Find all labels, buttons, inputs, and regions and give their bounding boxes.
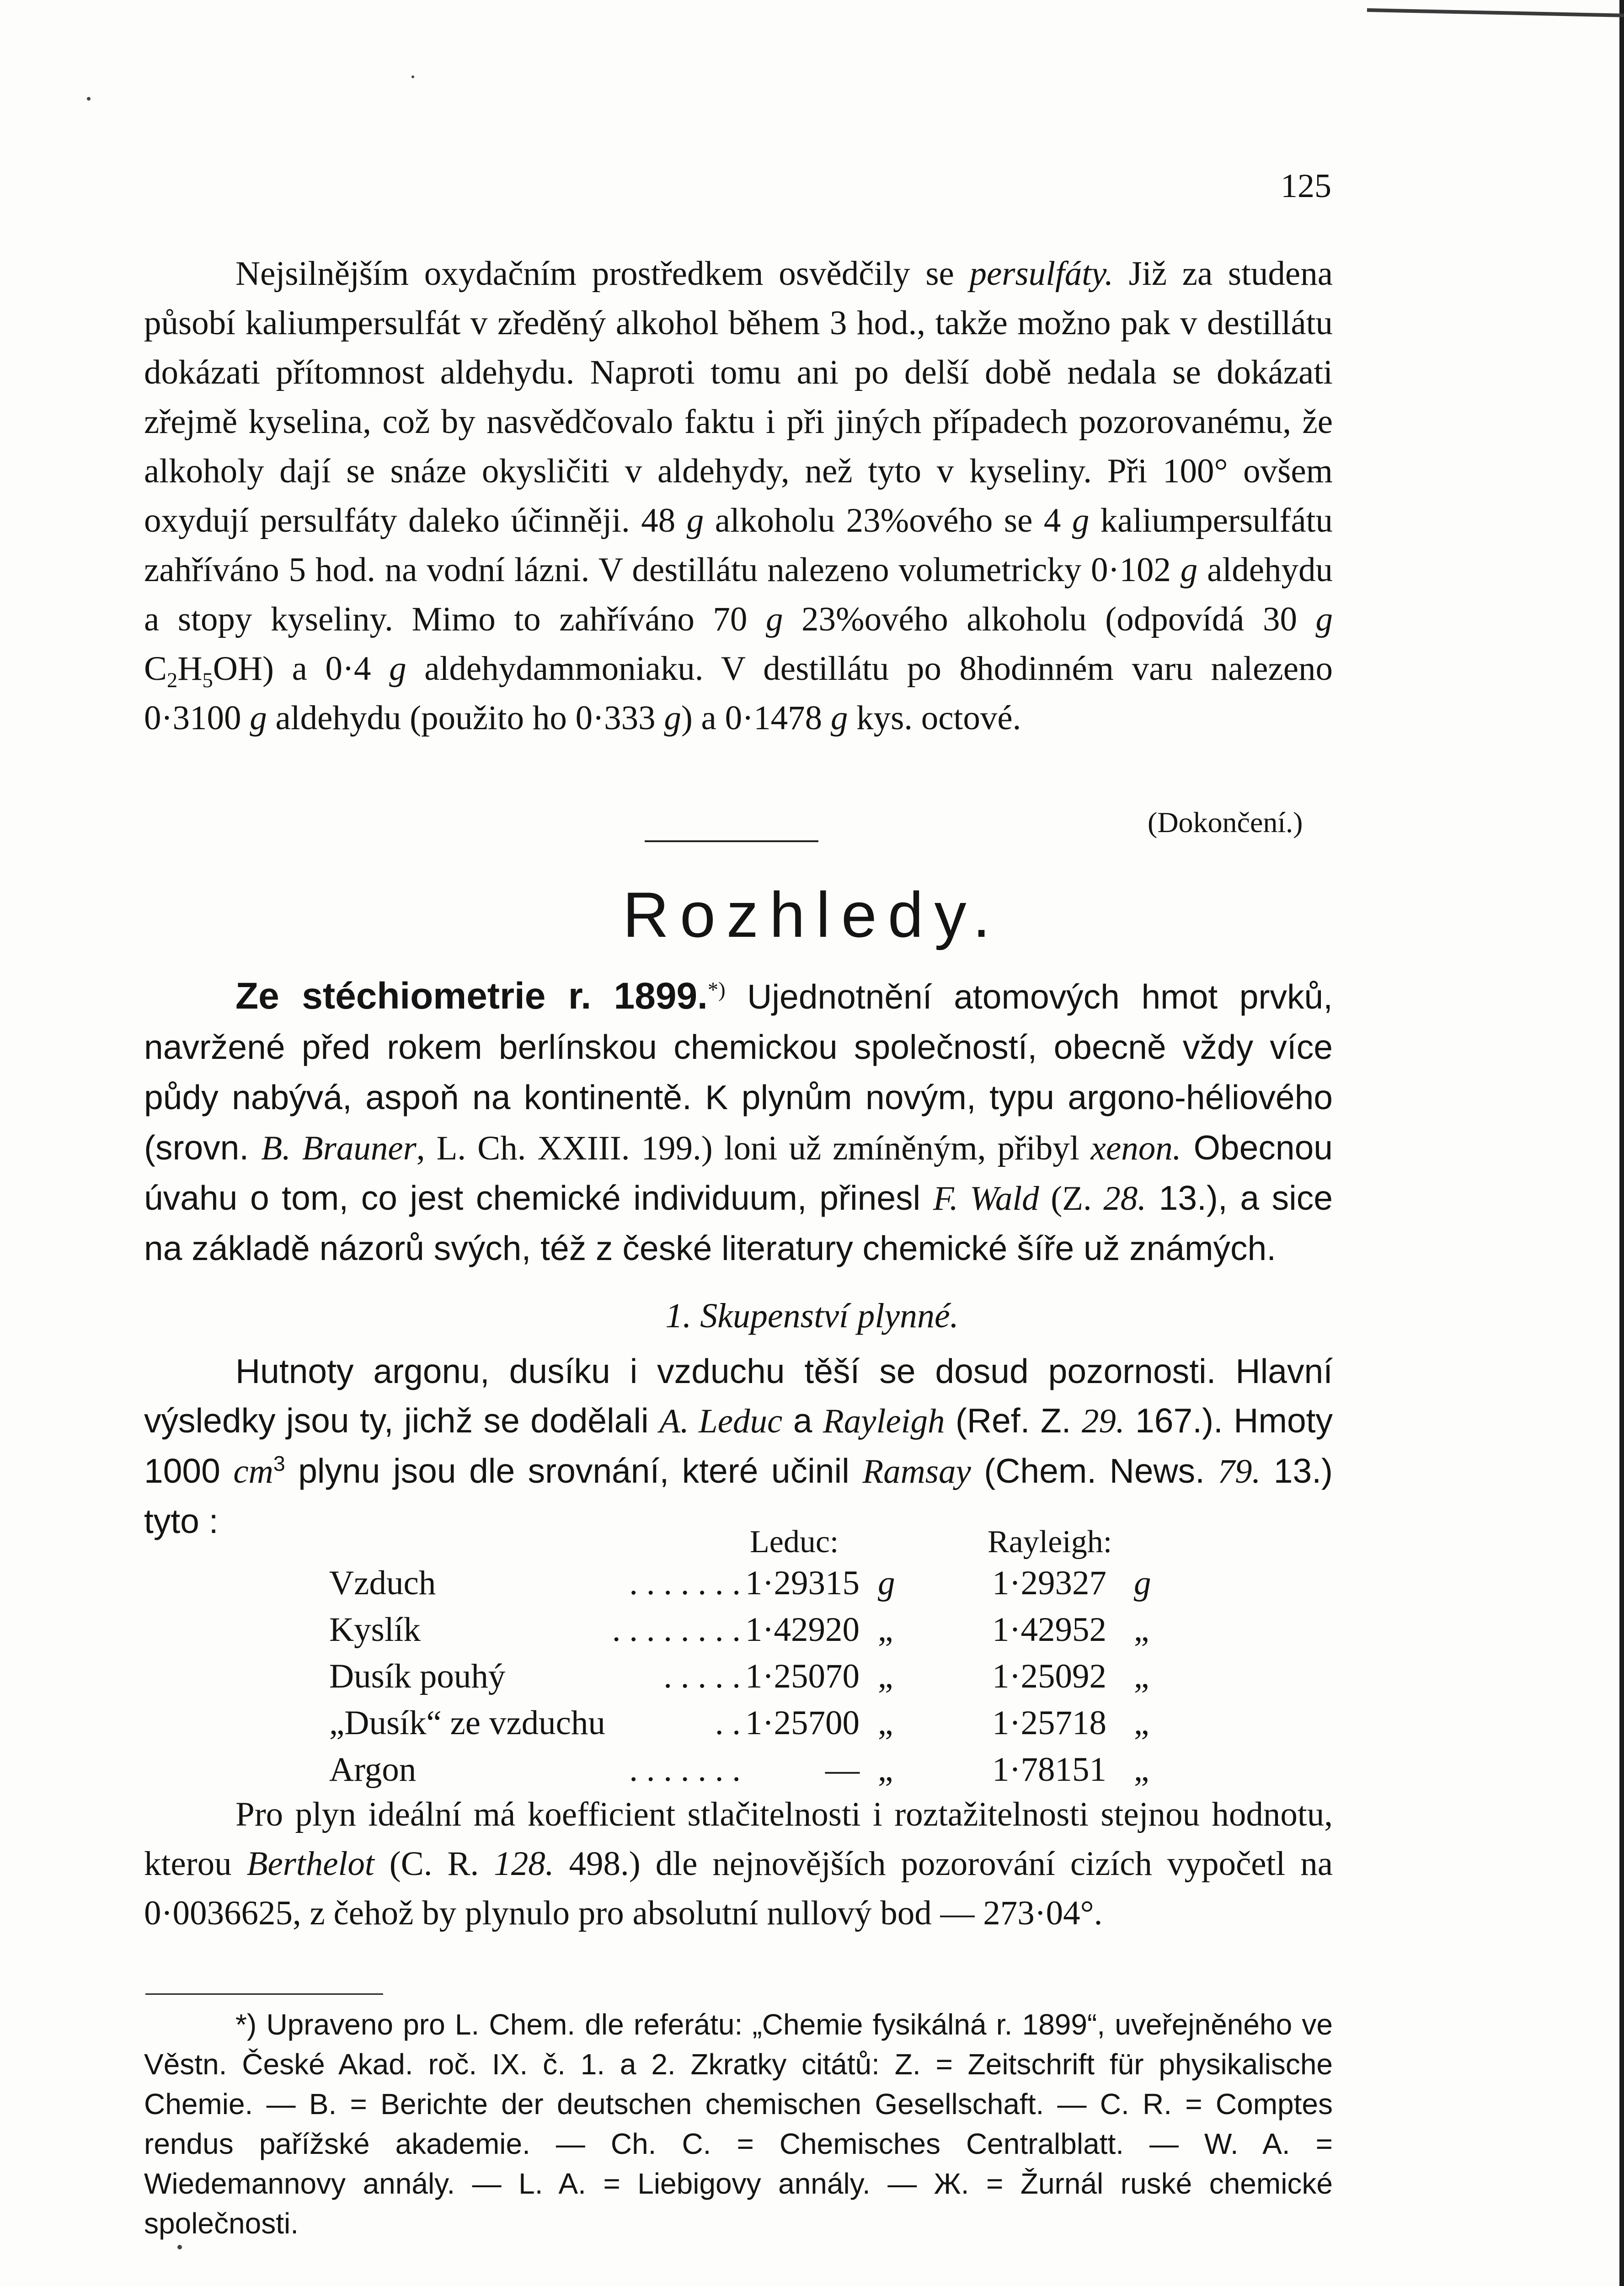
table-row: Dusík pouhý . . . . . 1·25070 „ 1·25092 „: [329, 1657, 1149, 1695]
section-title: Ze stéchiometrie r. 1899.: [235, 975, 708, 1017]
scan-speck: [87, 97, 91, 101]
table-header-rayleigh: Rayleigh:: [988, 1524, 1112, 1560]
section-heading: Rozhledy.: [622, 879, 1002, 951]
intro-paragraph: Nejsilnějším oxydačním prostředkem osvědčily se persulfáty. Již za studena působí kaliumpersulfát v zředěný alkohol během 3 hod., takže možno pak v destillátu dokázati přítomnost aldehydu. Naproti tomu ani po delší době nedala se dokázati zřejmě kyselina, což by nasvědčovalo faktu i při jiných případech pozorovanému, že alkoholy dají se snáze okysličiti v aldehydy, než tyto v kyseliny. Při 100° ovšem oxydují persulfáty daleko účinněji. 48 g alkoholu 23%ového se 4 g kaliumpersulfátu zahříváno 5 hod. na vodní lázni. V destillátu nalezeno volumetricky 0·102 g aldehydu a stopy kyseliny. Mimo to zahříváno 70 g 23%ového alkoholu (odpovídá 30 g $C_2H_5OH$) a 0·4 g aldehydammoniaku. V destillátu po 8hodinném varu nalezeno 0·3100 g aldehydu (použito ho 0·333 g) a 0·1478 g kys. octové.: [144, 255, 1333, 737]
para2-block: [144, 1346, 1333, 1546]
section-block: [144, 972, 1333, 1274]
page-number: 125: [1281, 167, 1331, 205]
scan-border: [1619, 0, 1624, 2286]
table-row: Argon . . . . . . . — „ 1·78151 „: [329, 1751, 1149, 1789]
table-row: Vzduch . . . . . . . 1·29315 g 1·29327 g: [329, 1564, 1151, 1602]
subsection-heading: 1. Skupenství plynné.: [665, 1297, 959, 1335]
table-header-leduc: Leduc:: [750, 1524, 839, 1560]
continued-note: (Dokončení.): [1148, 806, 1303, 839]
footnote-divider: [145, 1993, 383, 1995]
para3-block: [144, 1790, 1333, 1938]
section-paragraph: Ze stéchiometrie r. 1899.*) Ujednotnění atomových hmot prvků, navržené před rokem berlínskou chemickou společností, obecně vždy více půdy nabývá, aspoň na kontinentě. K plynům novým, typu argono-héliového (srovn. B. Brauner, L. Ch. XXIII. 199.) loni už zmíněným, přibyl xenon. Obecnou úvahu o tom, co jest chemické individuum, přinesl F. Wald (Z. 28. 13.), a sice na základě názorů svých, též z české literatury chemické šíře už známých.: [144, 975, 1333, 1267]
footnote-block: [144, 2005, 1333, 2243]
scan-speck: [177, 2245, 182, 2249]
para3: Pro plyn ideální má koefficient stlačitelnosti i roztažitelnosti stejnou hodnotu, kterou Berthelot (C. R. 128. 498.) dle nejnovějších pozorování cizích vypočetl na 0·0036625, z čehož by plynulo pro absolutní nullový bod — 273·04°.: [144, 1795, 1333, 1932]
section-divider: [645, 840, 818, 842]
scan-speck: [411, 75, 414, 78]
table-row: Kyslík . . . . . . . . 1·42920 „ 1·42952 „: [329, 1611, 1149, 1649]
table-row: „Dusík“ ze vzduchu . . 1·25700 „ 1·25718 „: [329, 1704, 1149, 1742]
para2: Hutnoty argonu, dusíku i vzduchu těší se dosud pozornosti. Hlavní výsledky jsou ty, jichž se dodělali A. Leduc a Rayleigh (Ref. Z. 29. 167.). Hmoty 1000 $cm^3$ plynu jsou dle srovnání, které učinil Ramsay (Chem. News. 79. 13.) tyto :: [144, 1352, 1333, 1540]
scan-edge: [1367, 8, 1624, 17]
intro-block: [144, 249, 1333, 743]
footnote: *) Upraveno pro L. Chem. dle referátu: „Chemie fysikálná r. 1899“, uveřejněného ve Věstn. České Akad. roč. IX. č. 1. a 2. Zkratky citátů: Z. = Zeitschrift für physikalische Chemie. — B. = Berichte der deutschen chemischen Gesellschaft. — C. R. = Comptes rendus pařížské akademie. — Ch. C. = Chemisches Centralblatt. — W. A. = Wiedemannovy annály. — L. A. = Liebigovy annály. — Ж. = Žurnál ruské chemické společnosti.: [144, 2008, 1333, 2240]
